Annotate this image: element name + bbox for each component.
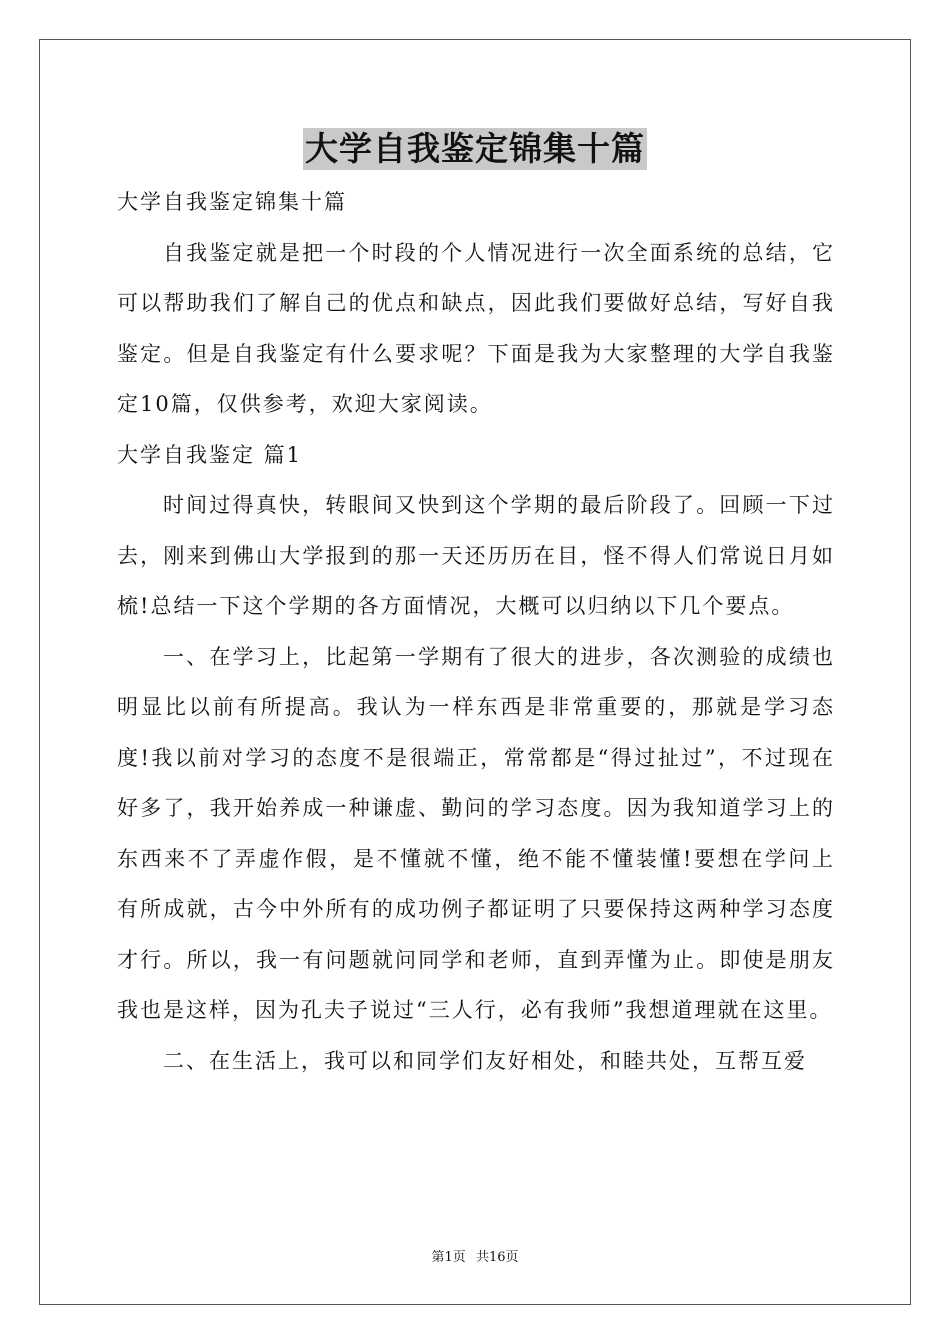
- body-paragraph: 一、在学习上，比起第一学期有了很大的进步，各次测验的成绩也明显比以前有所提高。我认为一样东西是非常重要的，那就是学习态度!我以前对学习的态度不是很端正，常常都是“得过扯过”，不过现在好多了，我开始养成一种谦虚、勤问的学习态度。因为我知道学习上的东西来不了弄虚作假，是不懂就不懂，绝不能不懂装懂!要想在学问上有所成就，古今中外所有的成功例子都证明了只要保持这两种学习态度才行。所以，我一有问题就问同学和老师，直到弄懂为止。即使是朋友我也是这样，因为孔夫子说过“三人行，必有我师”我想道理就在这里。: [117, 644, 835, 1022]
- page-total: 共16页: [475, 1250, 519, 1265]
- intro-paragraph: 自我鉴定就是把一个时段的个人情况进行一次全面系统的总结，它可以帮助我们了解自己的优点和缺点，因此我们要做好总结，写好自我鉴定。但是自我鉴定有什么要求呢？下面是我为大家整理的大学自我鉴定10篇，仅供参考，欢迎大家阅读。: [117, 240, 835, 416]
- body-paragraph: 时间过得真快，转眼间又快到这个学期的最后阶段了。回顾一下过去，刚来到佛山大学报到的那一天还历历在目，怪不得人们常说日月如梳!总结一下这个学期的各方面情况，大概可以归纳以下几个要点。: [117, 493, 835, 618]
- document-subtitle: 大学自我鉴定锦集十篇: [117, 190, 347, 214]
- title-wrap: [0, 128, 950, 170]
- page-footer: [0, 1246, 950, 1265]
- body-paragraph: 二、在生活上，我可以和同学们友好相处，和睦共处，互帮互爱: [163, 1048, 807, 1073]
- document-body: [117, 177, 835, 1086]
- page-number: 第1页: [431, 1250, 466, 1265]
- section-heading: 大学自我鉴定 篇1: [117, 442, 303, 467]
- document-title: 大学自我鉴定锦集十篇: [305, 129, 645, 168]
